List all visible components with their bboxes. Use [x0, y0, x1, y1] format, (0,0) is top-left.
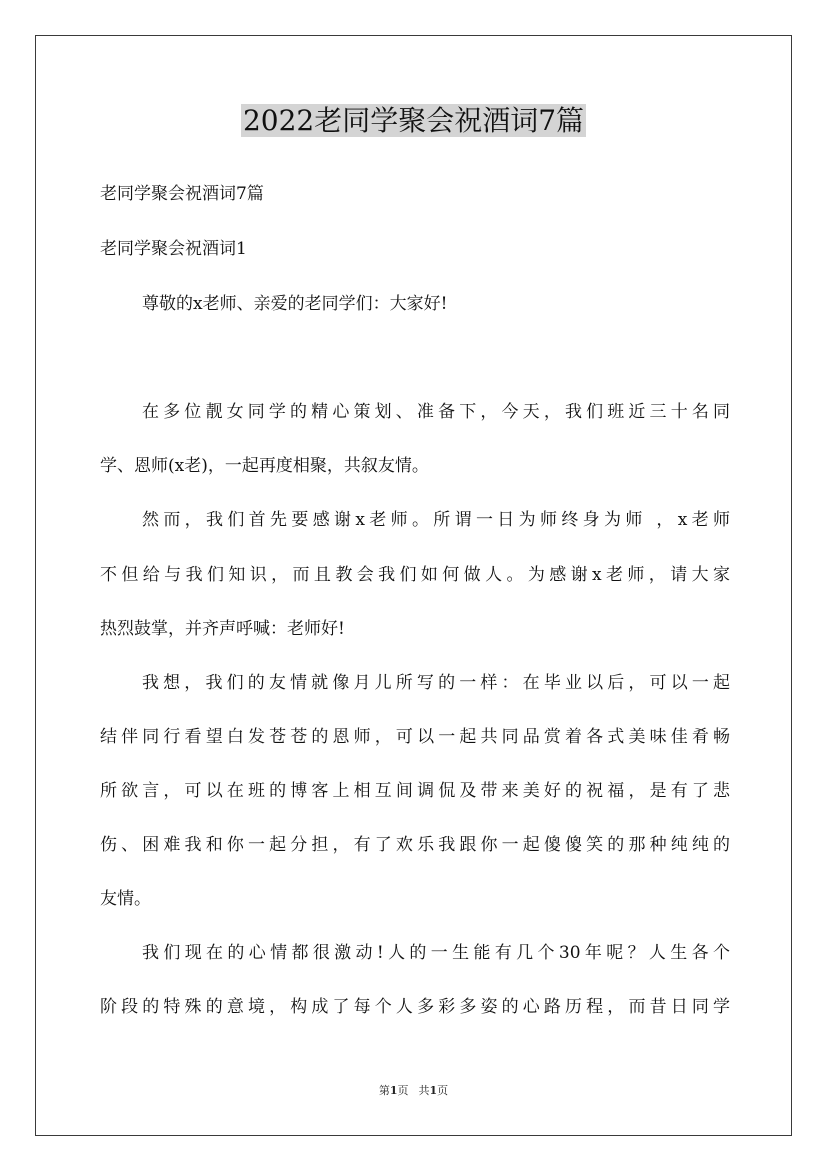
document-title: 2022老同学聚会祝酒词7篇 [242, 104, 585, 137]
section-heading: 老同学聚会祝酒词1 [100, 239, 247, 259]
paragraph-line: 我们现在的心情都很激动!人的一生能有几个30年呢？人生各个 [142, 943, 730, 963]
paragraph-line: 结伴同行看望白发苍苍的恩师，可以一起共同品赏着各式美味佳肴畅 [100, 727, 730, 747]
paragraph-line: 所欲言，可以在班的博客上相互间调侃及带来美好的祝福，是有了悲 [100, 781, 730, 801]
paragraph-line: 在多位靓女同学的精心策划、准备下，今天，我们班近三十名同 [142, 402, 730, 422]
paragraph-line: 伤、困难我和你一起分担，有了欢乐我跟你一起傻傻笑的那种纯纯的 [100, 835, 730, 855]
page-footer [0, 1083, 827, 1099]
paragraph-line: 阶段的特殊的意境，构成了每个人多彩多姿的心路历程，而昔日同学 [100, 997, 730, 1017]
paragraph-line: 然而，我们首先要感谢x老师。所谓一日为师终身为师 ，x老师 [142, 510, 730, 530]
total-pages: 共1页 [418, 1084, 449, 1097]
subtitle-line: 老同学聚会祝酒词7篇 [100, 184, 264, 204]
paragraph-line: 热烈鼓掌，并齐声呼喊：老师好! [100, 619, 345, 639]
paragraph-line: 不但给与我们知识，而且教会我们如何做人。为感谢x老师，请大家 [100, 565, 730, 585]
page-number: 第1页 [378, 1084, 409, 1097]
paragraph-line: 友情。 [100, 889, 151, 909]
greeting-line: 尊敬的x老师、亲爱的老同学们：大家好! [142, 294, 448, 314]
paragraph-line: 学、恩师(x老)，一起再度相聚，共叙友情。 [100, 456, 429, 476]
paragraph-line: 我想，我们的友情就像月儿所写的一样：在毕业以后，可以一起 [142, 673, 730, 693]
